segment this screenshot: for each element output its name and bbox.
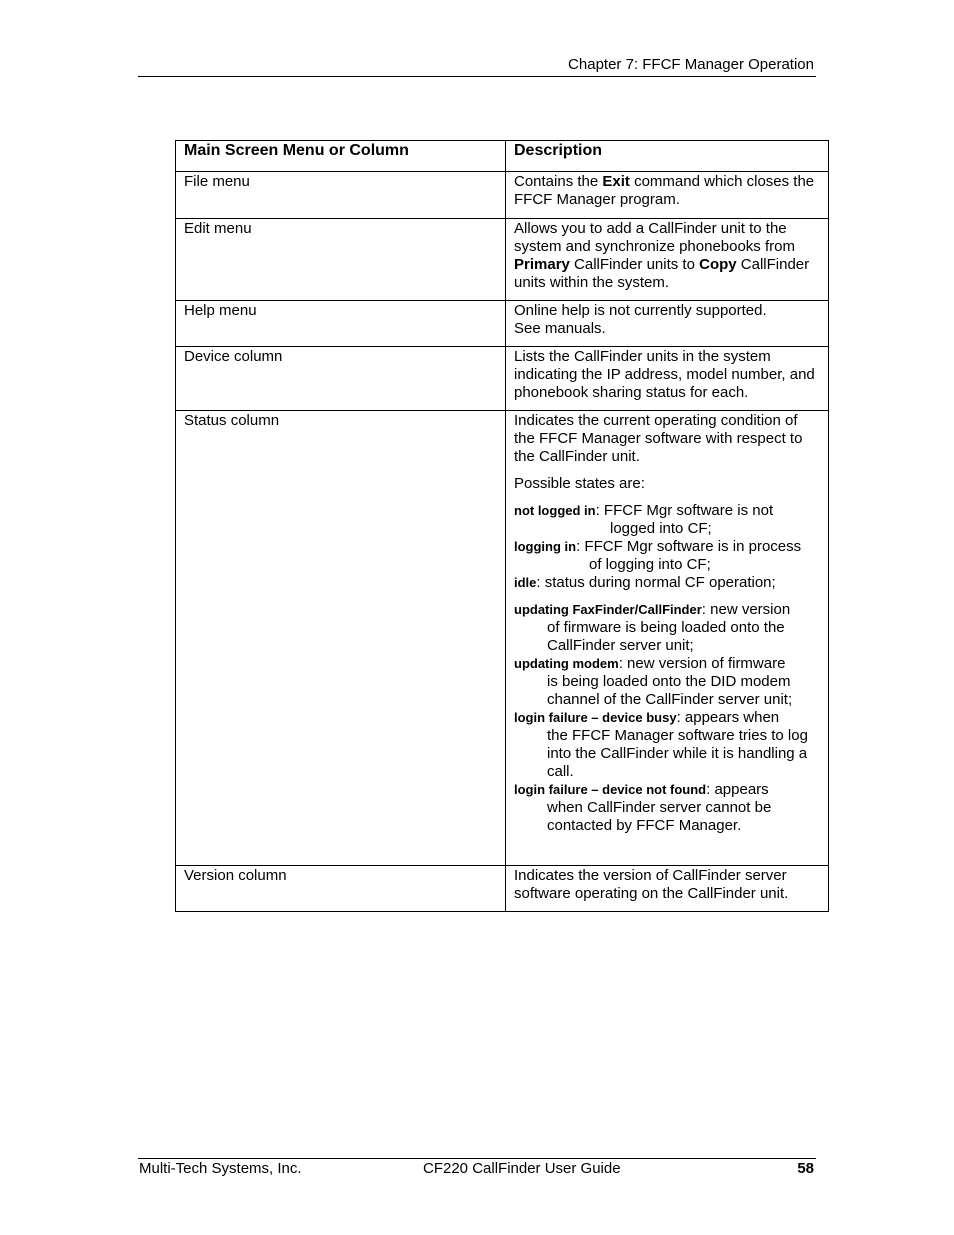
row-name: Help menu — [176, 301, 506, 347]
status-state: logging in: FFCF Mgr software is in process — [514, 538, 802, 555]
status-state: idle: status during normal CF operation; — [514, 574, 776, 591]
row-description: Indicates the version of CallFinder server software operating on the CallFinder unit. — [506, 866, 829, 912]
footer-rule — [138, 1158, 816, 1159]
row-name: File menu — [176, 172, 506, 219]
status-state: login failure – device busy: appears when — [514, 709, 780, 726]
status-state: login failure – device not found: appears — [514, 781, 769, 798]
table-header-row — [176, 141, 829, 172]
column-header-description: Description — [506, 141, 829, 172]
row-description: Allows you to add a CallFinder unit to the system and synchronize phonebooks from Primary CallFinder units to Copy CallFinder units within the system. — [506, 219, 829, 301]
row-description: Lists the CallFinder units in the system indicating the IP address, model number, and phonebook sharing status for each. — [506, 347, 829, 411]
row-name: Edit menu — [176, 219, 506, 301]
status-state: not logged in: FFCF Mgr software is not — [514, 502, 774, 519]
row-name: Device column — [176, 347, 506, 411]
page-number: 58 — [797, 1160, 814, 1177]
status-state: updating FaxFinder/CallFinder: new version — [514, 601, 791, 618]
table-row — [176, 347, 829, 411]
status-state: updating modem: new version of firmware — [514, 655, 786, 672]
table-row — [176, 301, 829, 347]
table-row — [176, 219, 829, 301]
row-name: Version column — [176, 866, 506, 912]
chapter-title: Chapter 7: FFCF Manager Operation — [568, 56, 814, 73]
row-description: Online help is not currently supported. See manuals. — [506, 301, 829, 347]
table-row — [176, 866, 829, 912]
row-description: Indicates the current operating condition of the FFCF Manager software with respect to the CallFinder unit. Possible states are: not logged in: FFCF Mgr software is not logged into CF; logging in: FFCF Mgr software is in process of logging into CF; idle: status during normal CF operation; updating FaxFinder/CallFinder: new version of firmware is being loaded onto the CallFinder server unit; updating modem: new version of firmware is being loaded onto the DID modem channel of the CallFinder server unit; login failure – device busy: appears when the FFCF Manager software tries to log into the CallFinder while it is handling a call. login failure – device not found: appears when CallFinder server cannot be contacted by FFCF Manager. — [506, 411, 829, 866]
menu-description-table — [175, 140, 829, 912]
footer-company: Multi-Tech Systems, Inc. — [139, 1160, 302, 1177]
table-row — [176, 172, 829, 219]
footer-guide-title: CF220 CallFinder User Guide — [423, 1160, 621, 1177]
row-name: Status column — [176, 411, 506, 866]
table-row — [176, 411, 829, 866]
header-rule — [138, 76, 816, 77]
column-header-menu: Main Screen Menu or Column — [176, 141, 506, 172]
row-description: Contains the Exit command which closes the FFCF Manager program. — [506, 172, 829, 219]
